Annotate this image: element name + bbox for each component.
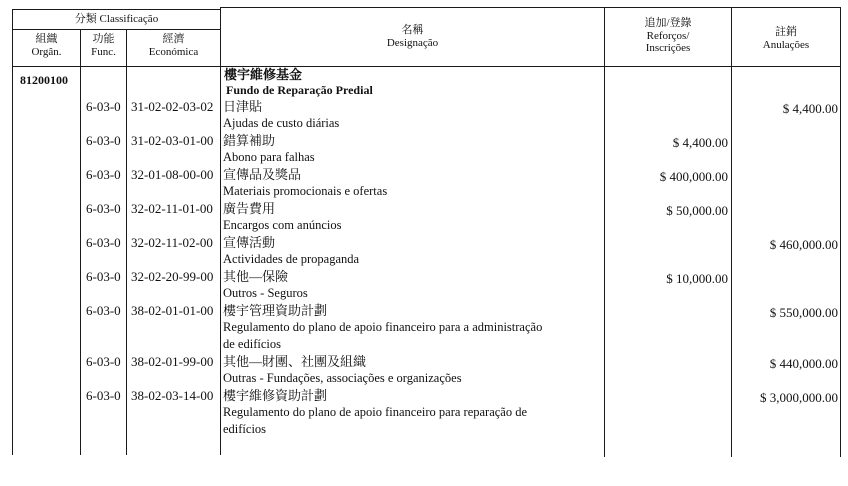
row-designation-zh: 宣傳品及獎品 [223, 167, 302, 182]
row-anulacoes: $ 3,000,000.00 [760, 390, 838, 405]
row-designation-zh: 日津貼 [223, 99, 263, 114]
row-func: 6-03-0 [86, 388, 121, 403]
fund-title-zh: 樓宇維修基金 [224, 67, 303, 82]
row-func: 6-03-0 [86, 133, 121, 148]
header-organ-zh: 組織 [35, 33, 58, 45]
row-econ: 38-02-01-99-00 [131, 354, 214, 369]
row-anulacoes: $ 440,000.00 [769, 356, 838, 371]
row-anulacoes: $ 550,000.00 [769, 305, 838, 320]
row-designation-pt: Abono para falhas [223, 150, 315, 164]
header-reforcos [605, 17, 731, 55]
rule-header-bottom [12, 66, 841, 67]
row-reforcos: $ 10,000.00 [666, 271, 728, 286]
header-econ-pt: Económica [148, 45, 199, 58]
row-econ: 32-02-11-01-00 [131, 201, 213, 216]
rule-organ-func [80, 29, 81, 455]
header-anulacoes-pt: Anulações [762, 38, 810, 51]
header-organ [13, 33, 80, 58]
row-designation-pt: Actividades de propaganda [223, 252, 360, 266]
fund-title-pt: Fundo de Reparação Predial [226, 83, 373, 97]
row-designation-pt: Outras - Fundações, associações e organizações [223, 371, 462, 385]
header-func-zh: 功能 [92, 33, 115, 45]
rule-ref-anul [731, 7, 732, 457]
row-designation-pt: Outros - Seguros [223, 286, 308, 300]
row-anulacoes: $ 460,000.00 [769, 237, 838, 252]
rule-top [12, 9, 220, 10]
row-func: 6-03-0 [86, 167, 121, 182]
row-designation-pt: Regulamento do plano de apoio financeiro para reparação de [223, 405, 528, 419]
row-designation-zh: 樓宇維修資助計劃 [223, 388, 328, 403]
rule-func-econ [126, 29, 127, 455]
row-reforcos: $ 4,400.00 [672, 135, 728, 150]
rule-classification [12, 29, 220, 30]
row-designation-zh: 宣傳活動 [223, 235, 276, 250]
row-designation-pt: Regulamento do plano de apoio financeiro para a administração [223, 320, 543, 334]
row-designation-zh: 錯算補助 [223, 133, 276, 148]
header-classification: 分類 Classificação [74, 13, 159, 25]
header-econ [127, 33, 220, 58]
header-reforcos-pt2: Inscrições [645, 42, 691, 55]
row-econ: 31-02-03-01-00 [131, 133, 214, 148]
row-designation-pt-cont: de edifícios [223, 337, 281, 351]
row-designation-pt: Encargos com anúncios [223, 218, 342, 232]
header-designation-zh: 名稱 [401, 24, 424, 36]
row-designation-zh: 廣告費用 [223, 201, 276, 216]
row-designation-zh: 其他—財團、社團及組織 [223, 354, 367, 369]
row-reforcos: $ 400,000.00 [659, 169, 728, 184]
rule-left [12, 9, 13, 455]
header-organ-pt: Orgân. [31, 45, 62, 58]
row-econ: 31-02-02-03-02 [131, 99, 214, 114]
rule-desig-ref [604, 7, 605, 457]
row-func: 6-03-0 [86, 269, 121, 284]
row-econ: 32-01-08-00-00 [131, 167, 214, 182]
rule-right [840, 7, 841, 457]
row-reforcos: $ 50,000.00 [666, 203, 728, 218]
header-anulacoes-zh: 註銷 [775, 26, 797, 38]
row-econ: 32-02-11-02-00 [131, 235, 213, 250]
row-designation-pt-cont: edifícios [223, 422, 267, 436]
row-econ: 38-02-03-14-00 [131, 388, 214, 403]
row-econ: 38-02-01-01-00 [131, 303, 214, 318]
row-func: 6-03-0 [86, 201, 121, 216]
rule-top-right [220, 7, 841, 8]
row-func: 6-03-0 [86, 99, 121, 114]
rule-econ-desig [220, 7, 221, 455]
row-designation-pt: Materiais promocionais e ofertas [223, 184, 388, 198]
header-econ-zh: 經濟 [162, 33, 185, 45]
row-func: 6-03-0 [86, 235, 121, 250]
header-designation [221, 24, 604, 49]
organ-code: 81200100 [20, 73, 68, 87]
row-econ: 32-02-20-99-00 [131, 269, 214, 284]
header-func [81, 33, 126, 58]
row-designation-pt: Ajudas de custo diárias [223, 116, 340, 130]
header-anulacoes [732, 26, 840, 51]
header-designation-pt: Designação [386, 36, 439, 49]
row-anulacoes: $ 4,400.00 [782, 101, 838, 116]
row-func: 6-03-0 [86, 354, 121, 369]
row-designation-zh: 其他—保險 [223, 269, 289, 284]
row-func: 6-03-0 [86, 303, 121, 318]
header-func-pt: Func. [91, 45, 116, 58]
header-reforcos-pt1: Reforços/ [646, 29, 690, 42]
row-designation-zh: 樓宇管理資助計劃 [223, 303, 328, 318]
header-reforcos-zh: 追加/登錄 [644, 17, 692, 29]
